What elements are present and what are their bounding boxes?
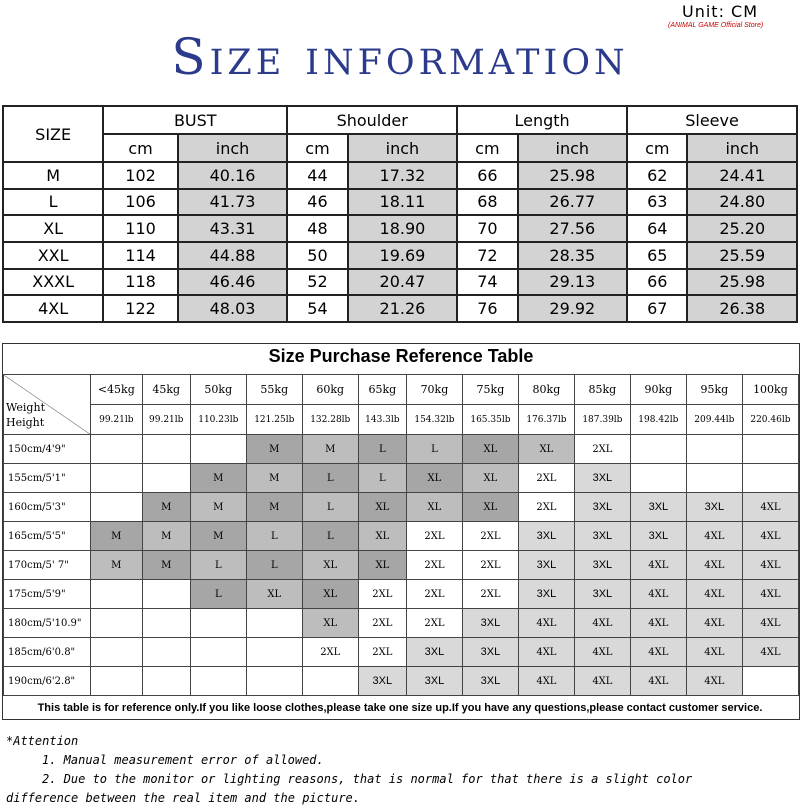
reference-note: This table is for reference only.If you like loose clothes,please take one size up.If you have any questions,please contact customer service. — [37, 702, 763, 714]
size-row — [3, 269, 797, 296]
measurement-cell: 20.47 — [348, 269, 457, 296]
recommended-size-cell: 4XL — [742, 522, 798, 551]
height-label: 170cm/5' 7" — [4, 551, 91, 580]
measurement-cell: 48.03 — [178, 295, 287, 322]
recommended-size-cell: 2XL — [518, 464, 574, 493]
recommended-size-cell: 3XL — [574, 522, 630, 551]
size-reference-panel — [2, 343, 800, 720]
measurement-cell: 25.59 — [687, 242, 797, 269]
recommended-size-cell: L — [302, 464, 358, 493]
measurement-cell: 50 — [287, 242, 347, 269]
recommended-size-cell: 4XL — [686, 667, 742, 696]
measurement-cell: 114 — [103, 242, 178, 269]
measurement-cell: 67 — [627, 295, 687, 322]
recommended-size-cell: XL — [302, 609, 358, 638]
unit-inch: inch — [348, 134, 457, 162]
attention-line-1: 1. Manual measurement error of allowed. — [42, 753, 324, 767]
recommended-size-cell: 3XL — [518, 522, 574, 551]
height-row — [4, 580, 799, 609]
measurement-cell: 44.88 — [178, 242, 287, 269]
recommended-size-cell — [91, 493, 143, 522]
group-header-bust: BUST — [103, 106, 287, 134]
measurement-cell: 28.35 — [518, 242, 627, 269]
measurement-cell: 46 — [287, 189, 347, 216]
recommended-size-cell: M — [142, 551, 190, 580]
size-row — [3, 242, 797, 269]
recommended-size-cell: 2XL — [406, 580, 462, 609]
measurement-cell: 63 — [627, 189, 687, 216]
recommended-size-cell: XL — [406, 464, 462, 493]
measurement-cell: 24.41 — [687, 162, 797, 189]
height-label: 150cm/4'9" — [4, 435, 91, 464]
height-row — [4, 522, 799, 551]
size-label: XXL — [3, 242, 103, 269]
size-label: M — [3, 162, 103, 189]
recommended-size-cell: 2XL — [358, 580, 406, 609]
measurement-cell: 106 — [103, 189, 178, 216]
recommended-size-cell: 3XL — [574, 551, 630, 580]
recommended-size-cell: L — [302, 522, 358, 551]
recommended-size-cell: 2XL — [574, 435, 630, 464]
attention-line-2: 2. Due to the monitor or lighting reasons, that is normal for that there is a slight color — [42, 772, 693, 786]
recommended-size-cell: L — [406, 435, 462, 464]
recommended-size-cell: 2XL — [462, 522, 518, 551]
weight-kg-header: 90kg — [630, 375, 686, 405]
recommended-size-cell: 3XL — [518, 551, 574, 580]
group-header-length: Length — [457, 106, 627, 134]
height-row — [4, 493, 799, 522]
recommended-size-cell: 2XL — [406, 522, 462, 551]
height-label: 175cm/5'9" — [4, 580, 91, 609]
recommended-size-cell: L — [302, 493, 358, 522]
weight-kg-header: 95kg — [686, 375, 742, 405]
group-header-sleeve: Sleeve — [627, 106, 797, 134]
recommended-size-cell — [190, 638, 246, 667]
recommended-size-cell: XL — [462, 435, 518, 464]
recommended-size-cell: L — [246, 522, 302, 551]
recommended-size-cell: 2XL — [406, 609, 462, 638]
measurement-cell: 48 — [287, 215, 347, 242]
weight-kg-header: 45kg — [142, 375, 190, 405]
recommended-size-cell — [142, 667, 190, 696]
recommended-size-cell: 3XL — [406, 667, 462, 696]
recommended-size-cell: 4XL — [742, 609, 798, 638]
measurement-cell: 29.92 — [518, 295, 627, 322]
size-row — [3, 162, 797, 189]
measurement-cell: 29.13 — [518, 269, 627, 296]
recommended-size-cell: L — [190, 580, 246, 609]
measurement-cell: 72 — [457, 242, 517, 269]
recommended-size-cell: 4XL — [518, 609, 574, 638]
recommended-size-cell: 4XL — [574, 667, 630, 696]
size-label: XXXL — [3, 269, 103, 296]
recommended-size-cell: XL — [406, 493, 462, 522]
recommended-size-cell: 4XL — [686, 522, 742, 551]
unit-cm: cm — [103, 134, 178, 162]
size-row — [3, 215, 797, 242]
recommended-size-cell: 4XL — [742, 493, 798, 522]
weight-lb-header: 121.25lb — [246, 405, 302, 435]
recommended-size-cell: 4XL — [518, 667, 574, 696]
weight-kg-header: 55kg — [246, 375, 302, 405]
recommended-size-cell: 4XL — [630, 580, 686, 609]
recommended-size-cell: 4XL — [686, 638, 742, 667]
recommended-size-cell: L — [358, 435, 406, 464]
recommended-size-cell: M — [246, 464, 302, 493]
recommended-size-cell — [686, 464, 742, 493]
recommended-size-cell: M — [246, 493, 302, 522]
recommended-size-cell: 4XL — [686, 551, 742, 580]
recommended-size-cell: XL — [302, 551, 358, 580]
recommended-size-cell: M — [91, 551, 143, 580]
recommended-size-cell: 4XL — [742, 580, 798, 609]
measurement-cell: 26.38 — [687, 295, 797, 322]
size-row — [3, 189, 797, 216]
measurement-cell: 25.98 — [687, 269, 797, 296]
weight-kg-header: 75kg — [462, 375, 518, 405]
measurement-cell: 62 — [627, 162, 687, 189]
attention-notes — [6, 732, 692, 808]
recommended-size-cell — [142, 638, 190, 667]
measurement-cell: 40.16 — [178, 162, 287, 189]
recommended-size-cell: M — [190, 464, 246, 493]
recommended-size-cell — [742, 667, 798, 696]
recommended-size-cell — [142, 464, 190, 493]
height-label: 185cm/6'0.8" — [4, 638, 91, 667]
height-row — [4, 609, 799, 638]
recommended-size-cell: XL — [518, 435, 574, 464]
recommended-size-cell — [246, 609, 302, 638]
weight-lb-header: 209.44lb — [686, 405, 742, 435]
recommended-size-cell — [302, 667, 358, 696]
recommended-size-cell — [686, 435, 742, 464]
size-table — [2, 105, 798, 323]
weight-kg-header: 70kg — [406, 375, 462, 405]
measurement-cell: 25.20 — [687, 215, 797, 242]
weight-lb-header: 187.39lb — [574, 405, 630, 435]
measurement-cell: 118 — [103, 269, 178, 296]
unit-inch: inch — [178, 134, 287, 162]
recommended-size-cell: 4XL — [630, 638, 686, 667]
recommended-size-cell — [91, 667, 143, 696]
measurement-cell: 122 — [103, 295, 178, 322]
recommended-size-cell: XL — [358, 551, 406, 580]
recommended-size-cell: 2XL — [358, 609, 406, 638]
height-row — [4, 435, 799, 464]
measurement-cell: 19.69 — [348, 242, 457, 269]
recommended-size-cell: XL — [462, 493, 518, 522]
weight-kg-header: 100kg — [742, 375, 798, 405]
attention-line-3: difference between the real item and the picture. — [6, 791, 361, 805]
height-label: 165cm/5'5" — [4, 522, 91, 551]
recommended-size-cell: XL — [358, 493, 406, 522]
recommended-size-cell — [91, 609, 143, 638]
corner-height-label: Height — [6, 416, 45, 429]
measurement-cell: 68 — [457, 189, 517, 216]
height-label: 180cm/5'10.9" — [4, 609, 91, 638]
recommended-size-cell: M — [190, 493, 246, 522]
recommended-size-cell: 4XL — [742, 638, 798, 667]
recommended-size-cell: XL — [358, 522, 406, 551]
recommended-size-cell — [91, 580, 143, 609]
measurement-cell: 26.77 — [518, 189, 627, 216]
height-row — [4, 638, 799, 667]
measurement-cell: 21.26 — [348, 295, 457, 322]
weight-lb-header: 110.23lb — [190, 405, 246, 435]
recommended-size-cell — [630, 435, 686, 464]
recommended-size-cell: L — [358, 464, 406, 493]
weight-kg-header: 85kg — [574, 375, 630, 405]
recommended-size-cell: 2XL — [462, 551, 518, 580]
recommended-size-cell: M — [302, 435, 358, 464]
weight-lb-header: 176.37lb — [518, 405, 574, 435]
measurement-cell: 24.80 — [687, 189, 797, 216]
corner-weight-label: Weight — [6, 401, 45, 414]
weight-kg-header: 65kg — [358, 375, 406, 405]
weight-kg-header: <45kg — [91, 375, 143, 405]
recommended-size-cell: M — [142, 522, 190, 551]
measurement-cell: 27.56 — [518, 215, 627, 242]
measurement-cell: 64 — [627, 215, 687, 242]
recommended-size-cell — [142, 580, 190, 609]
recommended-size-cell: 3XL — [574, 580, 630, 609]
height-row — [4, 667, 799, 696]
weight-kg-header: 80kg — [518, 375, 574, 405]
weight-lb-header: 143.3lb — [358, 405, 406, 435]
unit-cm: cm — [287, 134, 347, 162]
recommended-size-cell — [742, 464, 798, 493]
recommended-size-cell: 4XL — [574, 609, 630, 638]
size-row — [3, 295, 797, 322]
weight-lb-header: 99.21lb — [142, 405, 190, 435]
height-label: 160cm/5'3" — [4, 493, 91, 522]
recommended-size-cell: 4XL — [574, 638, 630, 667]
recommended-size-cell: XL — [462, 464, 518, 493]
recommended-size-cell: XL — [302, 580, 358, 609]
height-label: 190cm/6'2.8" — [4, 667, 91, 696]
weight-lb-header: 220.46lb — [742, 405, 798, 435]
corner-header — [4, 375, 91, 435]
recommended-size-cell — [246, 638, 302, 667]
recommended-size-cell: 4XL — [630, 551, 686, 580]
recommended-size-cell: 3XL — [686, 493, 742, 522]
recommended-size-cell: M — [142, 493, 190, 522]
recommended-size-cell — [742, 435, 798, 464]
recommended-size-cell: 2XL — [406, 551, 462, 580]
recommended-size-cell: 4XL — [686, 580, 742, 609]
page-title: Size information — [171, 28, 629, 86]
weight-lb-header: 154.32lb — [406, 405, 462, 435]
recommended-size-cell: 4XL — [742, 551, 798, 580]
recommended-size-cell — [142, 609, 190, 638]
reference-table-title: Size Purchase Reference Table — [268, 346, 534, 366]
recommended-size-cell — [190, 667, 246, 696]
measurement-cell: 54 — [287, 295, 347, 322]
weight-kg-header: 50kg — [190, 375, 246, 405]
recommended-size-cell: M — [91, 522, 143, 551]
weight-lb-header: 198.42lb — [630, 405, 686, 435]
recommended-size-cell — [190, 609, 246, 638]
recommended-size-cell: 3XL — [574, 493, 630, 522]
measurement-cell: 44 — [287, 162, 347, 189]
attention-heading: *Attention — [6, 734, 79, 748]
recommended-size-cell — [246, 667, 302, 696]
measurement-cell: 52 — [287, 269, 347, 296]
recommended-size-cell — [142, 435, 190, 464]
unit-cm: cm — [457, 134, 517, 162]
height-row — [4, 464, 799, 493]
measurement-cell: 43.31 — [178, 215, 287, 242]
size-header: SIZE — [3, 106, 103, 162]
recommended-size-cell: L — [190, 551, 246, 580]
recommended-size-cell: 3XL — [462, 638, 518, 667]
measurement-cell: 18.11 — [348, 189, 457, 216]
store-watermark: (ANIMAL GAME Official Store) — [668, 22, 764, 29]
measurement-cell: 17.32 — [348, 162, 457, 189]
recommended-size-cell: 3XL — [462, 609, 518, 638]
recommended-size-cell: 3XL — [630, 522, 686, 551]
recommended-size-cell: 2XL — [358, 638, 406, 667]
size-reference-table — [3, 374, 799, 696]
size-label: L — [3, 189, 103, 216]
height-label: 155cm/5'1" — [4, 464, 91, 493]
recommended-size-cell: XL — [246, 580, 302, 609]
weight-lb-header: 165.35lb — [462, 405, 518, 435]
measurement-cell: 110 — [103, 215, 178, 242]
recommended-size-cell — [91, 638, 143, 667]
recommended-size-cell: 4XL — [630, 609, 686, 638]
measurement-cell: 76 — [457, 295, 517, 322]
height-row — [4, 551, 799, 580]
measurement-cell: 70 — [457, 215, 517, 242]
recommended-size-cell: 3XL — [462, 667, 518, 696]
size-label: 4XL — [3, 295, 103, 322]
recommended-size-cell: 3XL — [406, 638, 462, 667]
recommended-size-cell — [190, 435, 246, 464]
measurement-cell: 65 — [627, 242, 687, 269]
size-label: XL — [3, 215, 103, 242]
recommended-size-cell: 4XL — [518, 638, 574, 667]
measurement-cell: 66 — [627, 269, 687, 296]
recommended-size-cell — [91, 435, 143, 464]
recommended-size-cell: 3XL — [630, 493, 686, 522]
unit-inch: inch — [687, 134, 797, 162]
recommended-size-cell: L — [246, 551, 302, 580]
unit-inch: inch — [518, 134, 627, 162]
group-header-shoulder: Shoulder — [287, 106, 457, 134]
unit-cm: cm — [627, 134, 687, 162]
weight-kg-header: 60kg — [302, 375, 358, 405]
weight-lb-header: 99.21lb — [91, 405, 143, 435]
measurement-cell: 74 — [457, 269, 517, 296]
recommended-size-cell — [630, 464, 686, 493]
measurement-cell: 25.98 — [518, 162, 627, 189]
recommended-size-cell: 3XL — [574, 464, 630, 493]
recommended-size-cell: 4XL — [630, 667, 686, 696]
measurement-cell: 46.46 — [178, 269, 287, 296]
measurement-cell: 66 — [457, 162, 517, 189]
recommended-size-cell: 2XL — [462, 580, 518, 609]
recommended-size-cell: M — [246, 435, 302, 464]
weight-lb-row — [4, 405, 799, 435]
recommended-size-cell — [91, 464, 143, 493]
recommended-size-cell: 3XL — [518, 580, 574, 609]
recommended-size-cell: 3XL — [358, 667, 406, 696]
weight-kg-row — [4, 375, 799, 405]
recommended-size-cell: 2XL — [518, 493, 574, 522]
measurement-cell: 102 — [103, 162, 178, 189]
weight-lb-header: 132.28lb — [302, 405, 358, 435]
measurement-cell: 18.90 — [348, 215, 457, 242]
recommended-size-cell: 2XL — [302, 638, 358, 667]
unit-label: Unit: CM — [682, 2, 759, 21]
recommended-size-cell: 4XL — [686, 609, 742, 638]
recommended-size-cell: M — [190, 522, 246, 551]
measurement-cell: 41.73 — [178, 189, 287, 216]
